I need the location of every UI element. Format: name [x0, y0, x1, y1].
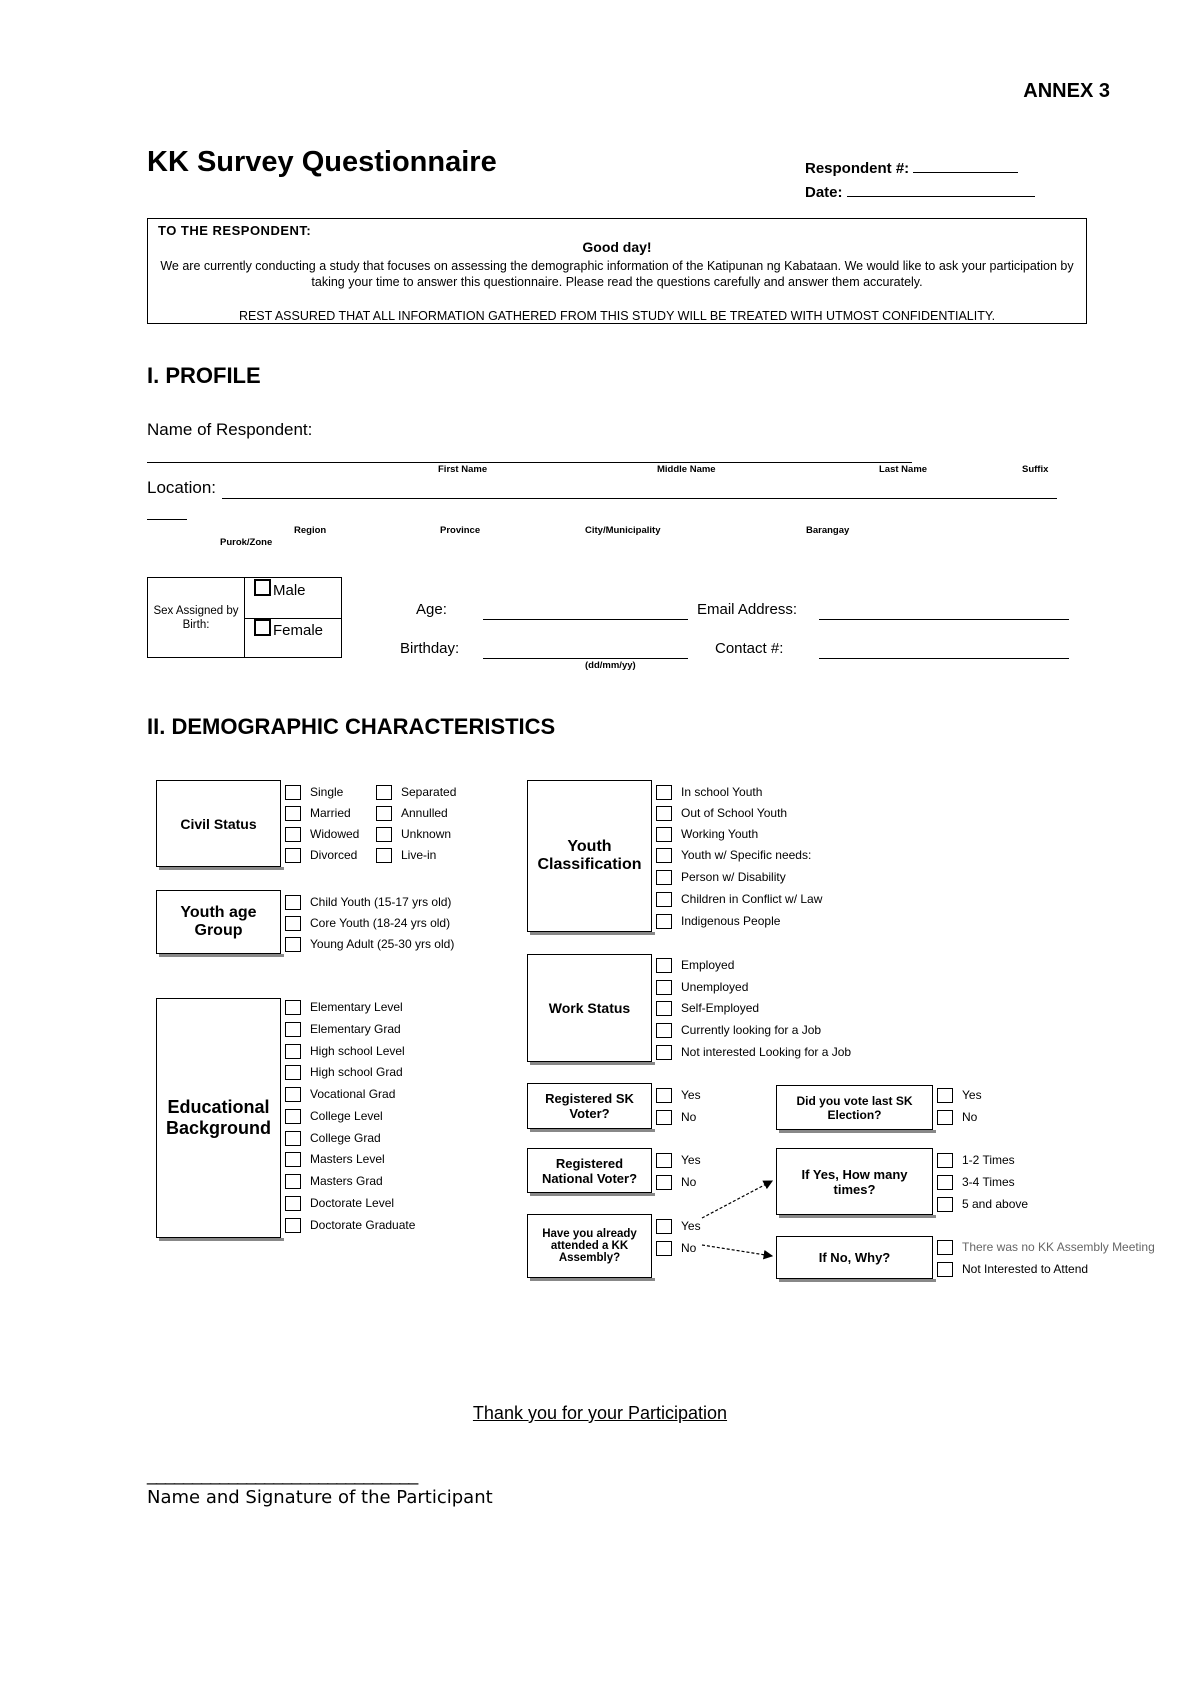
- national-voter-box: Registered National Voter?: [527, 1148, 652, 1193]
- civil-status-option[interactable]: Married: [285, 804, 351, 822]
- how-many-times-option[interactable]: 1-2 Times: [937, 1151, 1015, 1169]
- education-option[interactable]: Elementary Level: [285, 998, 403, 1016]
- national-voter-option[interactable]: No: [656, 1173, 696, 1191]
- signature-label: Name and Signature of the Participant: [147, 1487, 493, 1508]
- youth-classification-option[interactable]: Person w/ Disability: [656, 868, 786, 886]
- education-option[interactable]: Doctorate Graduate: [285, 1216, 415, 1234]
- sk-voter-option[interactable]: No: [656, 1108, 696, 1126]
- kk-assembly-option[interactable]: Yes: [656, 1217, 701, 1235]
- voted-last-sk-box: Did you vote last SK Election?: [776, 1085, 933, 1130]
- province-label: Province: [440, 525, 481, 536]
- kk-assembly-box: Have you already attended a KK Assembly?: [527, 1214, 652, 1278]
- youth-age-group-option[interactable]: Child Youth (15-17 yrs old): [285, 893, 451, 911]
- youth-classification-option[interactable]: Out of School Youth: [656, 804, 787, 822]
- education-option[interactable]: Masters Grad: [285, 1172, 383, 1190]
- education-option[interactable]: College Grad: [285, 1129, 381, 1147]
- national-voter-option[interactable]: Yes: [656, 1151, 701, 1169]
- signature-line[interactable]: ______________________________: [147, 1465, 418, 1485]
- yes-arrow: [702, 1181, 772, 1218]
- demographics-heading: II. DEMOGRAPHIC CHARACTERISTICS: [147, 714, 556, 739]
- education-option[interactable]: High school Level: [285, 1042, 405, 1060]
- name-label: Name of Respondent:: [147, 420, 313, 439]
- work-status-box: Work Status: [527, 954, 652, 1062]
- youth-classification-option[interactable]: Youth w/ Specific needs:: [656, 846, 811, 864]
- youth-classification-box: Youth Classification: [527, 780, 652, 932]
- how-many-times-box: If Yes, How many times?: [776, 1148, 933, 1215]
- sex-option-label: Male: [273, 582, 306, 599]
- if-no-why-option[interactable]: There was no KK Assembly Meeting: [937, 1238, 1155, 1256]
- birthday-label: Birthday:: [400, 640, 460, 657]
- birthday-hint: (dd/mm/yy): [585, 660, 636, 671]
- educational-background-box: Educational Background: [156, 998, 281, 1238]
- youth-age-group-option[interactable]: Young Adult (25-30 yrs old): [285, 935, 454, 953]
- work-status-option[interactable]: Unemployed: [656, 978, 748, 996]
- civil-status-option[interactable]: Annulled: [376, 804, 448, 822]
- youth-classification-option[interactable]: Indigenous People: [656, 912, 780, 930]
- purok-label: Purok/Zone: [220, 537, 273, 548]
- region-label: Region: [294, 525, 327, 536]
- work-status-option[interactable]: Employed: [656, 956, 734, 974]
- notice-body: We are currently conducting a study that focuses on assessing the demographic information of the Katipunan ng Kabataan. We would like to ask your participation by taking your time to answer this questionnaire. Please read the questions carefully and answer them accurately.: [160, 259, 1074, 289]
- work-status-option[interactable]: Not interested Looking for a Job: [656, 1043, 851, 1061]
- civil-status-option[interactable]: Single: [285, 783, 343, 801]
- civil-status-box: Civil Status: [156, 780, 281, 867]
- page-title: KK Survey Questionnaire: [147, 146, 497, 178]
- first-name-label: First Name: [438, 464, 488, 475]
- youth-classification-option[interactable]: In school Youth: [656, 783, 762, 801]
- youth-classification-option[interactable]: Children in Conflict w/ Law: [656, 890, 822, 908]
- barangay-label: Barangay: [806, 525, 850, 536]
- how-many-times-option[interactable]: 3-4 Times: [937, 1173, 1015, 1191]
- email-label: Email Address:: [697, 601, 798, 618]
- civil-status-option[interactable]: Live-in: [376, 846, 436, 864]
- youth-age-group-box: Youth age Group: [156, 890, 281, 954]
- youth-classification-option[interactable]: Working Youth: [656, 825, 758, 843]
- if-no-why-option[interactable]: Not Interested to Attend: [937, 1260, 1088, 1278]
- civil-status-option[interactable]: Unknown: [376, 825, 451, 843]
- civil-status-option[interactable]: Separated: [376, 783, 456, 801]
- education-option[interactable]: College Level: [285, 1107, 383, 1125]
- civil-status-option[interactable]: Divorced: [285, 846, 357, 864]
- education-option[interactable]: Doctorate Level: [285, 1194, 394, 1212]
- sk-voter-box: Registered SK Voter?: [527, 1083, 652, 1129]
- middle-name-label: Middle Name: [657, 464, 716, 475]
- youth-age-group-option[interactable]: Core Youth (18-24 yrs old): [285, 914, 450, 932]
- education-option[interactable]: Elementary Grad: [285, 1020, 401, 1038]
- if-no-why-box: If No, Why?: [776, 1236, 933, 1279]
- last-name-label: Last Name: [879, 464, 928, 475]
- education-option[interactable]: Masters Level: [285, 1150, 385, 1168]
- voted-last-sk-option[interactable]: Yes: [937, 1086, 982, 1104]
- voted-last-sk-option[interactable]: No: [937, 1108, 977, 1126]
- respondent-number-label: Respondent #:: [805, 160, 910, 177]
- suffix-label: Suffix: [1022, 464, 1049, 475]
- notice-greeting: Good day!: [582, 239, 652, 255]
- how-many-times-option[interactable]: 5 and above: [937, 1195, 1028, 1213]
- sex-label: Sex Assigned by Birth:: [153, 605, 239, 631]
- work-status-option[interactable]: Currently looking for a Job: [656, 1021, 821, 1039]
- contact-label: Contact #:: [715, 640, 784, 657]
- no-arrow: [702, 1245, 772, 1256]
- age-label: Age:: [416, 601, 447, 618]
- notice-confidentiality: REST ASSURED THAT ALL INFORMATION GATHERED FROM THIS STUDY WILL BE TREATED WITH UTMOST CONFIDENTIALITY.: [238, 309, 996, 323]
- sex-option-label: Female: [273, 622, 324, 639]
- date-label: Date:: [805, 184, 843, 201]
- sk-voter-option[interactable]: Yes: [656, 1086, 701, 1104]
- kk-assembly-option[interactable]: No: [656, 1239, 696, 1257]
- civil-status-option[interactable]: Widowed: [285, 825, 359, 843]
- annex-label: ANNEX 3: [1023, 80, 1110, 102]
- location-label: Location:: [147, 478, 216, 497]
- notice-heading: TO THE RESPONDENT:: [158, 223, 312, 238]
- thank-you-text: Thank you for your Participation: [472, 1403, 728, 1423]
- city-label: City/Municipality: [585, 525, 661, 536]
- work-status-option[interactable]: Self-Employed: [656, 999, 759, 1017]
- education-option[interactable]: Vocational Grad: [285, 1085, 395, 1103]
- profile-heading: I. PROFILE: [147, 363, 261, 388]
- education-option[interactable]: High school Grad: [285, 1063, 403, 1081]
